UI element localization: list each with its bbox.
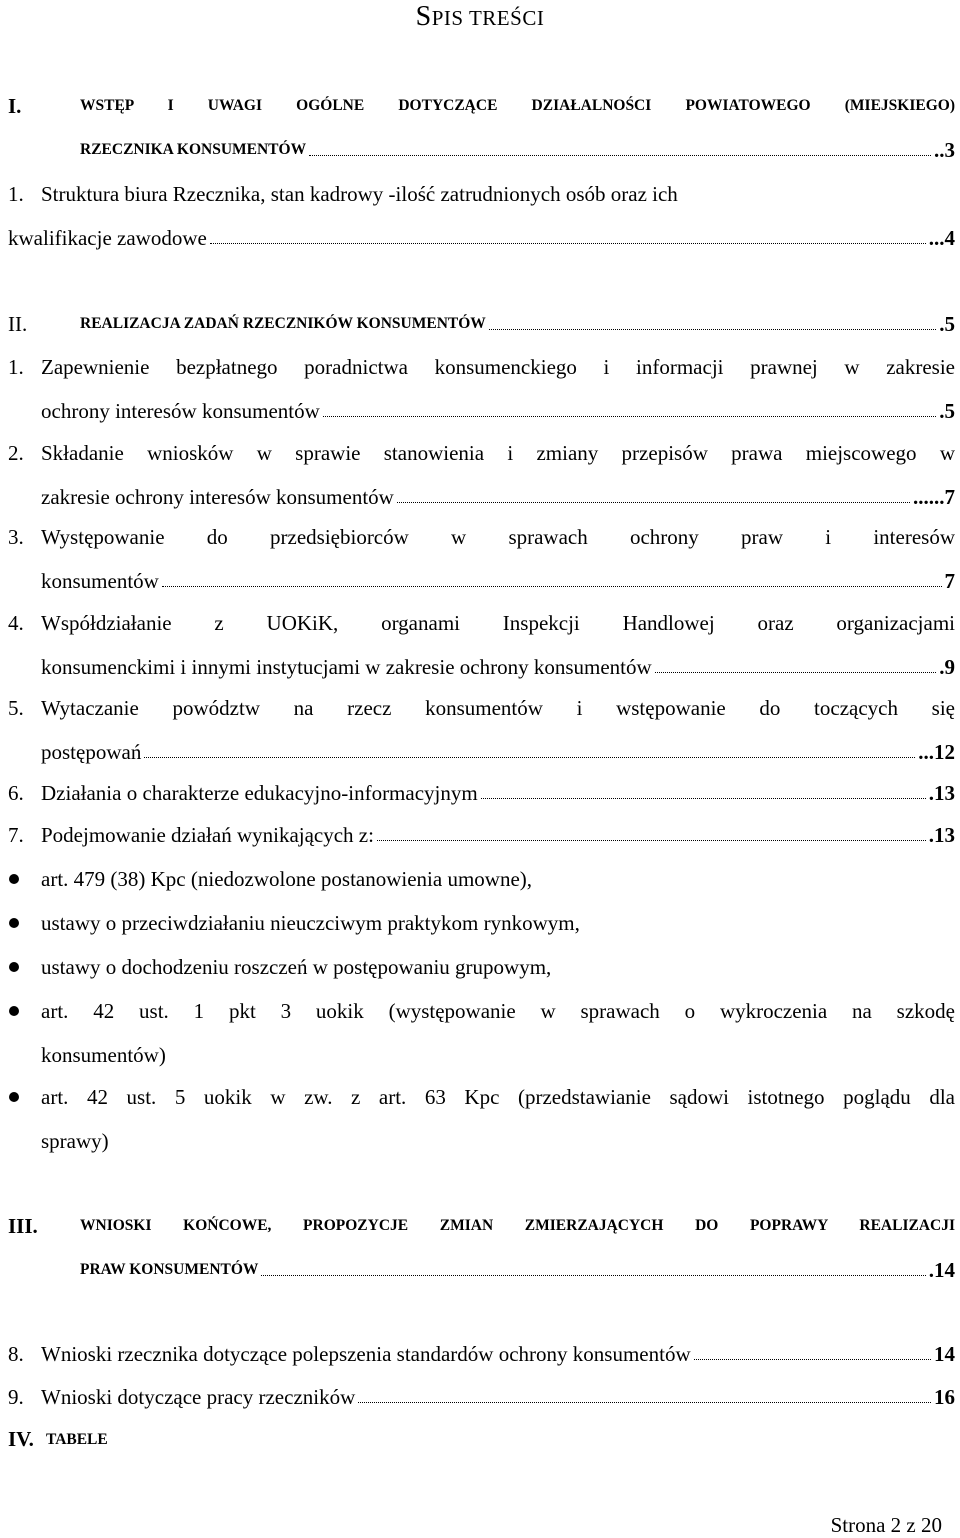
toc-entry-3-8[interactable] xyxy=(8,1341,955,1385)
leader-dots xyxy=(162,568,942,587)
toc-line: Współdziałanie z UOKiK, organami Inspekcji Handlowej oraz organizacjami xyxy=(41,611,955,635)
toc-line: Występowanie do przedsiębiorców w sprawach ochrony praw i interesów xyxy=(41,525,955,549)
toc-number: III. xyxy=(8,1214,38,1238)
toc-entry-2-1[interactable] xyxy=(8,354,955,442)
toc-line: Składanie wniosków w sprawie stanowienia i zmiany przepisów prawa miejscowego w xyxy=(41,441,955,465)
bullet-text: sprawy) xyxy=(41,1129,109,1153)
bullet-text: art. 42 ust. 1 pkt 3 uokik (występowanie w sprawach o wykroczenia na szkodę xyxy=(41,999,955,1023)
toc-entry-2-5[interactable] xyxy=(8,695,955,783)
toc-line-last: postępowań ...12 xyxy=(41,740,955,764)
leader-dots xyxy=(144,739,915,758)
toc-page: .13 xyxy=(928,823,955,847)
bullet-text: art. 479 (38) Kpc (niedozwolone postanowienia umowne), xyxy=(41,867,533,891)
toc-line-last: ochrony interesów konsumentów .5 xyxy=(41,399,955,423)
toc-number: II. xyxy=(8,312,28,336)
bullet-icon xyxy=(9,918,19,928)
toc-bullet[interactable] xyxy=(8,1084,955,1172)
bullet-icon xyxy=(9,1006,19,1016)
toc-line-last: kwalifikacje zawodowe ...4 xyxy=(8,226,955,250)
toc-line: Zapewnienie bezpłatnego poradnictwa konsumenckiego i informacji prawnej w zakresie xyxy=(41,355,955,379)
toc-entry-2-2[interactable] xyxy=(8,440,955,528)
toc-section-2[interactable] xyxy=(8,311,955,355)
toc-number: 2. xyxy=(8,441,24,465)
toc-number: I. xyxy=(8,94,22,118)
toc-page: .5 xyxy=(939,399,955,423)
toc-entry-1-1[interactable] xyxy=(8,181,955,269)
bullet-text: art. 42 ust. 5 uokik w zw. z art. 63 Kpc (przedstawianie sądowi istotnego poglądu dla xyxy=(41,1085,955,1109)
toc-page: .13 xyxy=(928,781,955,805)
toc-number: 1. xyxy=(8,355,24,379)
toc-entry-3-9[interactable] xyxy=(8,1384,955,1428)
toc-number: 5. xyxy=(8,696,24,720)
toc-line-last: Wnioski rzecznika dotyczące polepszenia standardów ochrony konsumentów 14 xyxy=(41,1342,955,1366)
toc-line-last: zakresie ochrony interesów konsumentów ......7 xyxy=(41,485,955,509)
toc-page: 14 xyxy=(934,1342,955,1366)
bullet-icon xyxy=(9,1092,19,1102)
leader-dots xyxy=(481,780,926,799)
toc-section-4[interactable] xyxy=(8,1426,955,1470)
toc-line-last: RZECZNIKA KONSUMENTÓW ..3 xyxy=(80,138,955,162)
toc-number: 4. xyxy=(8,611,24,635)
toc-line: Wytaczanie powództw na rzecz konsumentów i wstępowanie do toczących się xyxy=(41,696,955,720)
title-initial: S xyxy=(415,1,432,32)
leader-dots xyxy=(358,1384,931,1403)
toc-line: Struktura biura Rzecznika, stan kadrowy -ilość zatrudnionych osób oraz ich xyxy=(41,182,678,206)
toc-line-last: konsumenckimi i innymi instytucjami w zakresie ochrony konsumentów .9 xyxy=(41,655,955,679)
leader-dots xyxy=(397,484,910,503)
toc-page: .5 xyxy=(939,312,955,336)
leader-dots xyxy=(323,398,936,417)
toc-number: 1. xyxy=(8,182,24,206)
bullet-text: konsumentów) xyxy=(41,1043,166,1067)
toc-bullet[interactable] xyxy=(8,866,955,910)
toc-section-1[interactable] xyxy=(8,93,955,181)
toc-bullet[interactable] xyxy=(8,954,955,998)
toc-line-last: Wnioski dotyczące pracy rzeczników 16 xyxy=(41,1385,955,1409)
title-rest: PIS TREŚCI xyxy=(431,6,545,30)
bullet-text: ustawy o przeciwdziałaniu nieuczciwym praktykom rynkowym, xyxy=(41,911,580,935)
toc-page: ...4 xyxy=(928,226,955,250)
toc-line-last: PRAW KONSUMENTÓW .14 xyxy=(80,1258,955,1282)
toc-line: TABELE xyxy=(46,1431,108,1448)
toc-number: 3. xyxy=(8,525,24,549)
leader-dots xyxy=(694,1341,931,1360)
page-number-footer: Strona 2 z 20 xyxy=(830,1513,942,1537)
toc-line-last: konsumentów 7 xyxy=(41,569,955,593)
toc-number: 8. xyxy=(8,1342,24,1366)
toc-entry-2-7[interactable] xyxy=(8,822,955,866)
leader-dots xyxy=(210,225,926,244)
toc-line-last: Działania o charakterze edukacyjno-informacyjnym .13 xyxy=(41,781,955,805)
toc-line: WNIOSKI KOŃCOWE, PROPOZYCJE ZMIAN ZMIERZAJĄCYCH DO POPRAWY REALIZACJI xyxy=(80,1217,955,1234)
toc-entry-2-4[interactable] xyxy=(8,610,955,698)
toc-entry-2-6[interactable] xyxy=(8,780,955,824)
toc-page: 16 xyxy=(934,1385,955,1409)
toc-line-last: Podejmowanie działań wynikających z: .13 xyxy=(41,823,955,847)
toc-number: 7. xyxy=(8,823,24,847)
toc-line: WSTĘP I UWAGI OGÓLNE DOTYCZĄCE DZIAŁALNOŚCI POWIATOWEGO (MIEJSKIEGO) xyxy=(80,97,955,114)
toc-number: 9. xyxy=(8,1385,24,1409)
toc-entry-2-3[interactable] xyxy=(8,524,955,612)
toc-page: ...12 xyxy=(918,740,955,764)
leader-dots xyxy=(377,822,926,841)
bullet-icon xyxy=(9,874,19,884)
toc-page: 7 xyxy=(944,569,955,593)
leader-dots xyxy=(309,137,931,156)
leader-dots xyxy=(261,1257,925,1276)
bullet-text: ustawy o dochodzeniu roszczeń w postępowaniu grupowym, xyxy=(41,955,552,979)
toc-bullet[interactable] xyxy=(8,998,955,1086)
page-title xyxy=(0,0,960,33)
toc-page: .9 xyxy=(939,655,955,679)
toc-number: 6. xyxy=(8,781,24,805)
toc-page: ..3 xyxy=(934,138,955,162)
toc-bullet[interactable] xyxy=(8,910,955,954)
toc-number: IV. xyxy=(8,1427,34,1451)
leader-dots xyxy=(489,311,936,330)
bullet-icon xyxy=(9,962,19,972)
toc-section-3[interactable] xyxy=(8,1213,955,1301)
toc-page: .14 xyxy=(928,1258,955,1282)
toc-page: ......7 xyxy=(913,485,955,509)
leader-dots xyxy=(655,654,937,673)
toc-line-last: REALIZACJA ZADAŃ RZECZNIKÓW KONSUMENTÓW .5 xyxy=(80,312,955,336)
